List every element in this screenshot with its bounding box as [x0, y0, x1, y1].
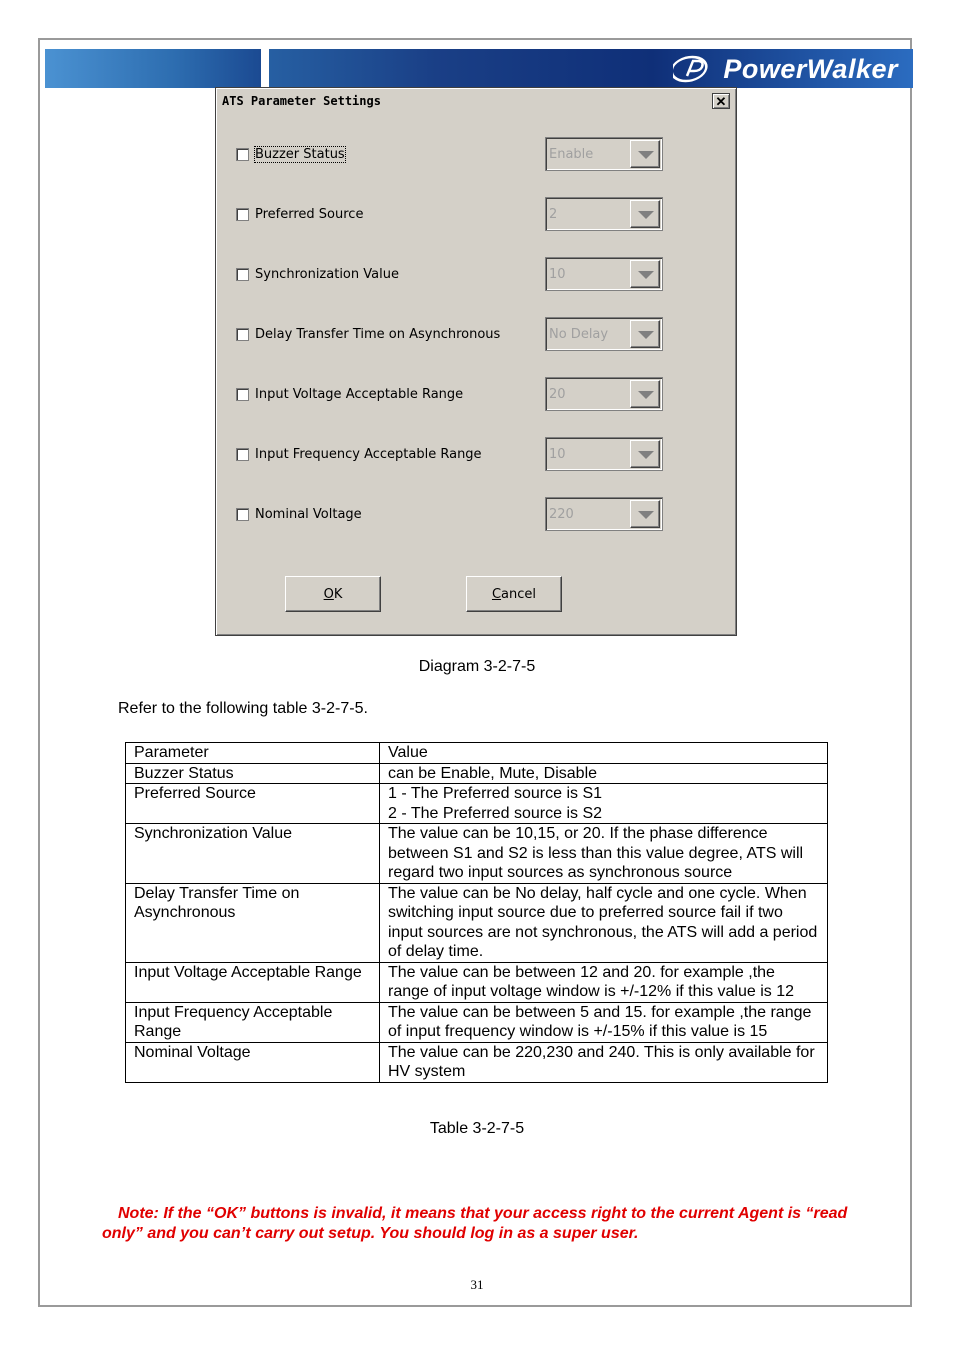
preferred-source-value: 2	[549, 207, 558, 222]
dropdown-button[interactable]	[630, 260, 660, 288]
note-text	[102, 1204, 862, 1243]
table-header-row	[126, 743, 828, 764]
intro-text: Refer to the following table 3-2-7-5.	[118, 700, 368, 717]
table-cell: Synchronization Value	[126, 824, 380, 884]
table-cell: Input Frequency Acceptable Range	[126, 1002, 380, 1042]
input-voltage-range-label: Input Voltage Acceptable Range	[255, 387, 464, 402]
cancel-mnemonic: C	[491, 586, 502, 602]
header-band-left	[45, 49, 261, 88]
table-cell: The value can be 10,15, or 20. If the phase difference between S1 and S2 is less than this value degree, ATS will regard two input sources as synchronous source	[380, 824, 828, 884]
ok-label-rest: K	[333, 586, 343, 602]
page-number: 31	[470, 1277, 484, 1292]
buzzer-status-label: Buzzer Status	[255, 147, 345, 162]
table-cell: The value can be between 5 and 15. for example ,the range of input frequency window is +/-15% if this value is 15	[380, 1002, 828, 1042]
brand-logo	[673, 52, 898, 86]
parameter-table	[125, 742, 828, 1083]
header-gap	[261, 49, 269, 88]
preferred-source-label: Preferred Source	[255, 207, 364, 222]
table-row	[126, 1042, 828, 1082]
chevron-down-icon	[638, 211, 654, 219]
input-frequency-range-label: Input Frequency Acceptable Range	[255, 447, 482, 462]
input-frequency-range-value: 10	[549, 447, 566, 462]
input-voltage-range-select[interactable]	[545, 377, 663, 411]
synchronization-value-select[interactable]	[545, 257, 663, 291]
chevron-down-icon	[638, 391, 654, 399]
table-row	[126, 824, 828, 884]
dialog-title: ATS Parameter Settings	[222, 94, 381, 108]
diagram-caption: Diagram 3-2-7-5	[418, 658, 536, 675]
chevron-down-icon	[638, 331, 654, 339]
buzzer-status-value: Enable	[549, 147, 594, 162]
table-cell: Input Voltage Acceptable Range	[126, 962, 380, 1002]
delay-transfer-time-select[interactable]	[545, 317, 663, 351]
powerwalker-logo-icon	[673, 54, 717, 84]
table-cell: can be Enable, Mute, Disable	[380, 763, 828, 784]
table-cell: Buzzer Status	[126, 763, 380, 784]
table-header-cell: Value	[380, 743, 828, 764]
synchronization-value-value: 10	[549, 267, 566, 282]
cancel-label-rest: ancel	[501, 586, 537, 602]
ok-mnemonic: O	[323, 586, 334, 602]
dropdown-button[interactable]	[630, 380, 660, 408]
delay-transfer-time-checkbox[interactable]	[236, 328, 249, 341]
table-row	[126, 883, 828, 962]
dropdown-button[interactable]	[630, 440, 660, 468]
buzzer-status-select[interactable]	[545, 137, 663, 171]
chevron-down-icon	[638, 271, 654, 279]
dropdown-button[interactable]	[630, 500, 660, 528]
chevron-down-icon	[638, 451, 654, 459]
table-header-cell: Parameter	[126, 743, 380, 764]
close-button[interactable]	[712, 93, 730, 109]
table-row	[126, 1002, 828, 1042]
table-caption: Table 3-2-7-5	[429, 1120, 525, 1137]
chevron-down-icon	[638, 151, 654, 159]
dialog-titlebar	[219, 91, 733, 113]
input-voltage-range-value: 20	[549, 387, 566, 402]
table-cell: The value can be No delay, half cycle and one cycle. When switching input source due to preferred source fail if two input sources are not synchronous, the ATS will add a period of delay time.	[380, 883, 828, 962]
input-frequency-range-select[interactable]	[545, 437, 663, 471]
table-row	[126, 784, 828, 824]
table-cell: Nominal Voltage	[126, 1042, 380, 1082]
chevron-down-icon	[638, 511, 654, 519]
ats-parameter-settings-dialog	[215, 87, 737, 636]
dropdown-button[interactable]	[630, 140, 660, 168]
nominal-voltage-select[interactable]	[545, 497, 663, 531]
synchronization-value-checkbox[interactable]	[236, 268, 249, 281]
delay-transfer-time-value: No Delay	[549, 327, 609, 342]
dropdown-button[interactable]	[630, 320, 660, 348]
nominal-voltage-checkbox[interactable]	[236, 508, 249, 521]
table-cell: Delay Transfer Time on Asynchronous	[126, 883, 380, 962]
close-icon: ✕	[715, 93, 727, 109]
brand-name: PowerWalker	[723, 53, 898, 84]
table-row	[126, 763, 828, 784]
preferred-source-select[interactable]	[545, 197, 663, 231]
table-cell: 1 - The Preferred source is S1 2 - The Preferred source is S2	[380, 784, 828, 824]
cancel-button[interactable]	[466, 576, 562, 612]
nominal-voltage-value: 220	[549, 507, 574, 522]
synchronization-value-label: Synchronization Value	[255, 267, 399, 282]
ok-button[interactable]	[285, 576, 381, 612]
preferred-source-checkbox[interactable]	[236, 208, 249, 221]
table-cell: The value can be 220,230 and 240. This is only available for HV system	[380, 1042, 828, 1082]
dropdown-button[interactable]	[630, 200, 660, 228]
input-voltage-range-checkbox[interactable]	[236, 388, 249, 401]
table-cell: Preferred Source	[126, 784, 380, 824]
table-row	[126, 962, 828, 1002]
input-frequency-range-checkbox[interactable]	[236, 448, 249, 461]
delay-transfer-time-label: Delay Transfer Time on Asynchronous	[255, 327, 501, 342]
nominal-voltage-label: Nominal Voltage	[255, 507, 362, 522]
note-body: Note: If the “OK” buttons is invalid, it means that your access right to the current Agent is “read only” and you can’t carry out setup. You should log in as a super user.	[102, 1205, 848, 1242]
buzzer-status-checkbox[interactable]	[236, 148, 249, 161]
table-cell: The value can be between 12 and 20. for example ,the range of input voltage window is +/-12% if this value is 12	[380, 962, 828, 1002]
